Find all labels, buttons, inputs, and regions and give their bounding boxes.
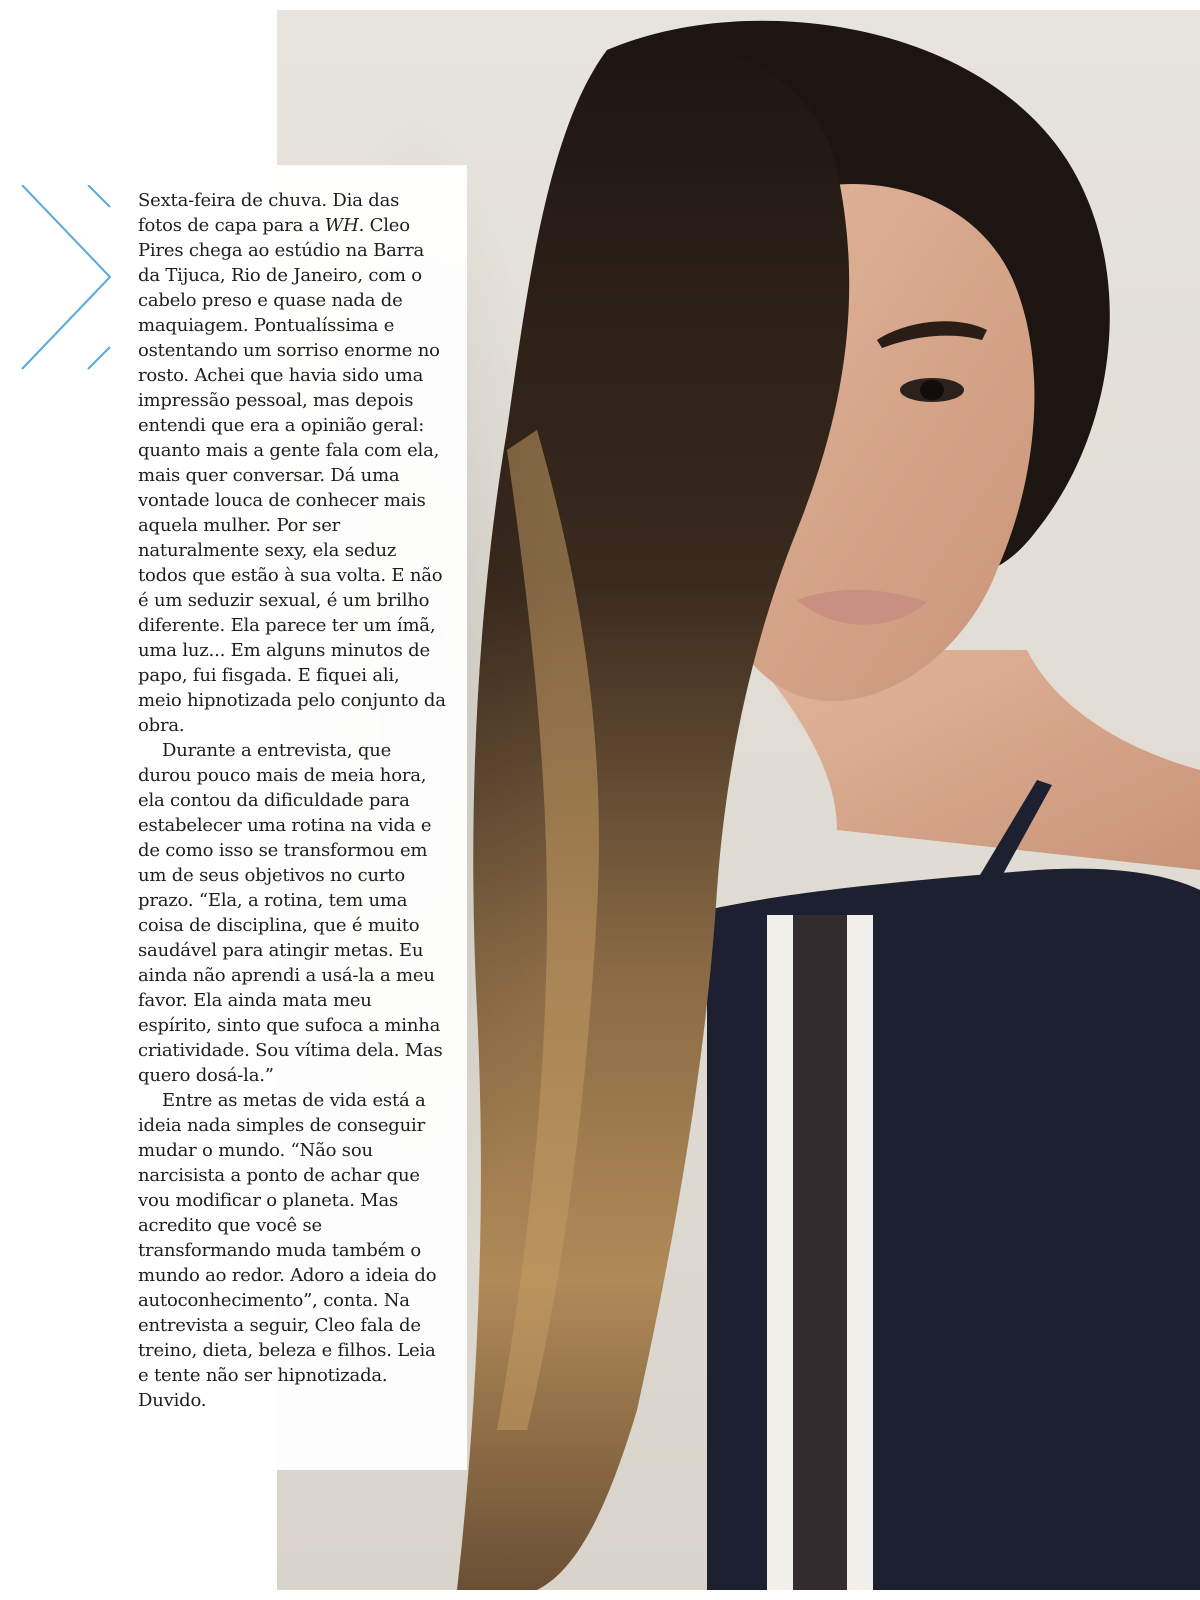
chevron-outer-line bbox=[22, 185, 110, 369]
white-stripe-left bbox=[767, 915, 793, 1590]
paragraph-2: Durante a entrevista, que durou pouco mais de meia hora, ela contou da dificuldade para estabelecer uma rotina na vida e de como isso se transformou em um de seus objetivos no curto prazo. “Ela, a rotina, tem uma coisa de disciplina, que é muito saudável para atingir metas. Eu ainda não aprendi a usá-la a meu favor. Ela ainda mata meu espírito, sinto que sufoca a minha criatividade. Sou vítima dela. Mas quero dosá-la.” bbox=[138, 740, 443, 1086]
paragraph-1-text-b: . Cleo Pires chega ao estúdio na Barra da Tijuca, Rio de Janeiro, com o cabelo preso e quase nada de maquiagem. Pontualíssima e ostentando um sorriso enorme no rosto. Achei que havia sido uma impressão pessoal, mas depois entendi que era a opinião geral: quanto mais a gente fala com ela, mais quer conversar. Dá uma vontade louca de conhecer mais aquela mulher. Por ser naturalmente sexy, ela seduz todos que estão à sua volta. E não é um seduzir sexual, é um brilho diferente. Ela parece ter um ímã, uma luz... Em alguns minutos de papo, fui fisgada. E fiquei ali, meio hipnotizada pelo conjunto da obra. bbox=[138, 215, 446, 736]
chevron-decoration bbox=[18, 185, 118, 380]
chevron-inner-top bbox=[88, 185, 110, 207]
chevron-inner-bottom bbox=[88, 347, 110, 369]
magazine-initials: WH bbox=[324, 215, 359, 236]
paragraph-3: Entre as metas de vida está a ideia nada simples de conseguir mudar o mundo. “Não sou narcisista a ponto de achar que vou modificar o planeta. Mas acredito que você se transformando muda também o mundo ao redor. Adoro a ideia do autoconhecimento”, conta. Na entrevista a seguir, Cleo fala de treino, dieta, beleza e filhos. Leia e tente não ser hipnotizada. Duvido. bbox=[138, 1090, 437, 1411]
white-stripe-right bbox=[847, 915, 873, 1590]
article-body bbox=[138, 188, 448, 1413]
paragraph-1-text-a: Sexta-feira de chuva. Dia das fotos de capa para a bbox=[138, 190, 400, 236]
paragraph-1 bbox=[138, 188, 448, 738]
